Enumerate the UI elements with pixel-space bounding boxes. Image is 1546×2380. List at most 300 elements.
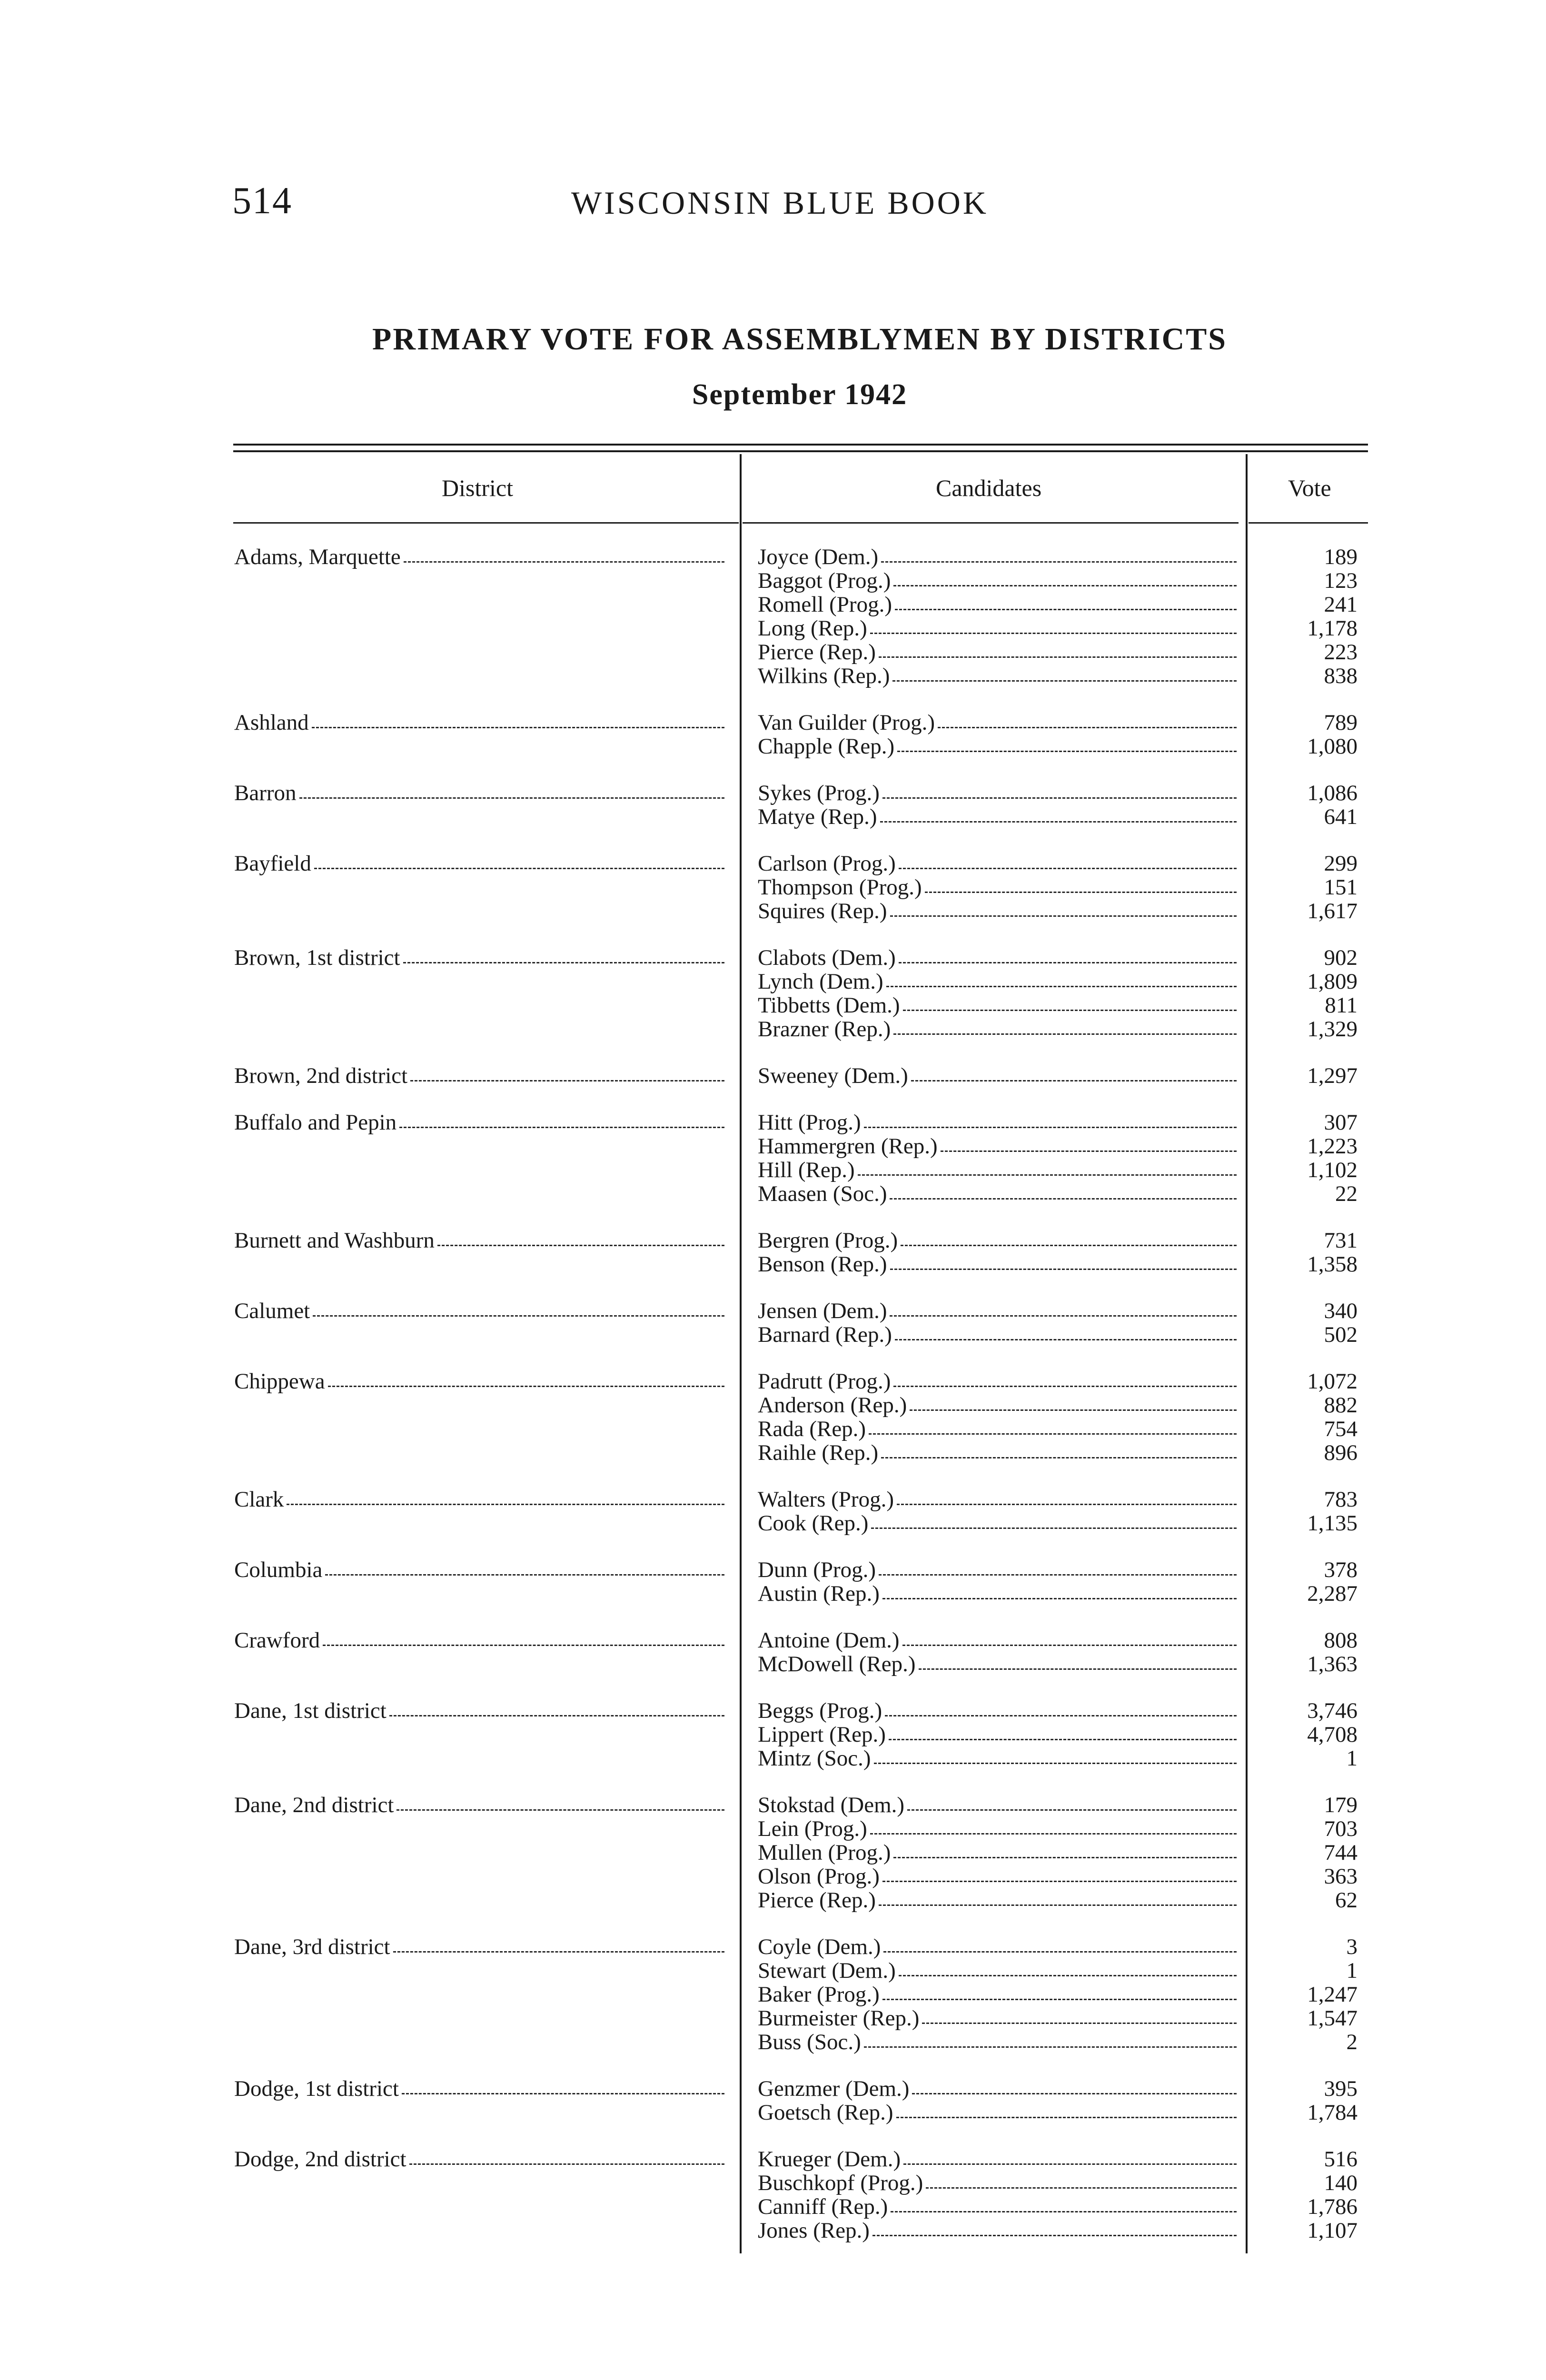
- candidate-row: [0, 1558, 1546, 1582]
- candidate-label: Burmeister (Rep.): [758, 2006, 920, 2030]
- candidate-row: [0, 1746, 1546, 1770]
- vote-count: 1,786: [1307, 2194, 1358, 2219]
- candidate-row: [0, 993, 1546, 1017]
- candidate-name: [758, 1134, 1237, 1158]
- candidate-label: Anderson (Rep.): [758, 1393, 907, 1417]
- leader-dots: [870, 1817, 1237, 1835]
- candidate-row: [0, 946, 1546, 970]
- vote-count: 223: [1324, 640, 1358, 664]
- candidate-name: [758, 875, 1237, 899]
- vote-count: 140: [1324, 2171, 1358, 2195]
- candidate-label: Mullen (Prog.): [758, 1841, 891, 1864]
- candidate-row: [0, 1229, 1546, 1252]
- candidate-label: Beggs (Prog.): [758, 1699, 882, 1723]
- candidate-label: Squires (Rep.): [758, 899, 887, 923]
- leader-dots: [879, 640, 1237, 658]
- candidate-row: [0, 616, 1546, 640]
- district-group: [0, 1229, 1546, 1276]
- candidate-name: [758, 2219, 1237, 2242]
- candidate-label: Mintz (Soc.): [758, 1746, 871, 1770]
- page-title: PRIMARY VOTE FOR ASSEMBLYMEN BY DISTRICTS: [372, 322, 1227, 357]
- candidate-label: Chapple (Rep.): [758, 734, 895, 758]
- district-label: Bayfield: [234, 852, 311, 875]
- vote-count: 896: [1324, 1440, 1358, 1465]
- leader-dots: [899, 852, 1237, 869]
- candidate-row: [0, 2077, 1546, 2101]
- candidate-label: Buschkopf (Prog.): [758, 2171, 923, 2195]
- leader-dots: [869, 1417, 1237, 1435]
- candidate-row: [0, 1983, 1546, 2006]
- candidate-name: [758, 1369, 1237, 1393]
- district-label: Dodge, 1st district: [234, 2077, 399, 2101]
- candidate-row: [0, 1488, 1546, 1511]
- leader-dots: [903, 993, 1237, 1011]
- candidate-row: [0, 1652, 1546, 1676]
- candidate-label: Stewart (Dem.): [758, 1959, 896, 1983]
- candidate-row: [0, 1441, 1546, 1465]
- district-group: [0, 946, 1546, 1041]
- vote-count: 703: [1324, 1816, 1358, 1841]
- leader-dots: [889, 1723, 1237, 1740]
- column-header-candidates: Candidates: [936, 475, 1042, 501]
- candidate-label: Sykes (Prog.): [758, 781, 880, 805]
- candidate-label: Long (Rep.): [758, 616, 867, 640]
- leader-dots: [903, 2147, 1237, 2165]
- leader-dots: [910, 1393, 1237, 1411]
- leader-dots: [886, 970, 1237, 987]
- leader-dots: [879, 1558, 1237, 1576]
- leader-dots: [895, 1323, 1237, 1340]
- candidate-name: [758, 1182, 1237, 1206]
- leader-dots: [890, 1252, 1237, 1270]
- candidate-row: [0, 2101, 1546, 2124]
- candidate-row: [0, 1369, 1546, 1393]
- leader-dots: [881, 1441, 1237, 1458]
- candidate-name: [758, 1229, 1237, 1252]
- district-label: Dane, 2nd district: [234, 1793, 394, 1817]
- candidate-name: [758, 1699, 1237, 1723]
- candidate-row: [0, 1699, 1546, 1723]
- candidate-row: [0, 1158, 1546, 1182]
- candidate-name: [758, 569, 1237, 593]
- leader-dots: [882, 1983, 1237, 2000]
- column-header-vote: Vote: [1288, 475, 1331, 501]
- leader-dots: [893, 1369, 1237, 1387]
- leader-dots: [858, 1158, 1237, 1176]
- candidate-row: [0, 640, 1546, 664]
- candidate-label: Stokstad (Dem.): [758, 1793, 905, 1817]
- vote-count: 1,363: [1307, 1652, 1358, 1676]
- candidate-label: Pierce (Rep.): [758, 1888, 876, 1912]
- leader-dots: [870, 616, 1237, 634]
- candidate-name: [758, 1983, 1237, 2006]
- candidate-label: Tibbetts (Dem.): [758, 993, 900, 1017]
- vote-count: 731: [1324, 1228, 1358, 1253]
- district-label: Brown, 2nd district: [234, 1064, 408, 1088]
- leader-dots: [890, 899, 1237, 917]
- vote-count: 299: [1324, 851, 1358, 876]
- candidate-name: [758, 593, 1237, 616]
- candidate-name: [758, 664, 1237, 688]
- candidate-label: Sweeney (Dem.): [758, 1064, 908, 1088]
- candidate-name: [758, 1441, 1237, 1465]
- vote-count: 340: [1324, 1299, 1358, 1323]
- candidate-row: [0, 1793, 1546, 1817]
- page-subtitle: September 1942: [692, 378, 908, 411]
- leader-dots: [893, 1841, 1237, 1858]
- vote-count: 744: [1324, 1840, 1358, 1865]
- candidate-name: [758, 1111, 1237, 1134]
- vote-count: 1: [1346, 1746, 1358, 1771]
- candidate-label: Coyle (Dem.): [758, 1935, 881, 1959]
- vote-count: 1,809: [1307, 969, 1358, 994]
- candidate-row: [0, 545, 1546, 569]
- leader-dots: [922, 2006, 1237, 2024]
- candidate-label: Genzmer (Dem.): [758, 2077, 910, 2101]
- candidate-row: [0, 1417, 1546, 1441]
- district-label: Chippewa: [234, 1369, 325, 1393]
- vote-count: 4,708: [1307, 1722, 1358, 1747]
- vote-count: 378: [1324, 1557, 1358, 1582]
- candidate-name: [758, 1393, 1237, 1417]
- candidate-name: [758, 1864, 1237, 1888]
- candidate-row: [0, 569, 1546, 593]
- district-group: [0, 1793, 1546, 1912]
- candidate-row: [0, 1817, 1546, 1841]
- leader-dots: [895, 593, 1237, 610]
- candidate-name: [758, 1158, 1237, 1182]
- leader-dots: [893, 1017, 1237, 1035]
- candidate-label: Austin (Rep.): [758, 1582, 880, 1606]
- candidate-label: Barnard (Rep.): [758, 1323, 892, 1347]
- leader-dots: [892, 664, 1237, 682]
- candidate-name: [758, 1064, 1237, 1088]
- candidate-label: Thompson (Prog.): [758, 875, 922, 899]
- candidate-label: Jensen (Dem.): [758, 1299, 887, 1323]
- candidate-name: [758, 711, 1237, 734]
- candidate-label: Buss (Soc.): [758, 2030, 861, 2054]
- candidate-name: [758, 545, 1237, 569]
- leader-dots: [882, 1864, 1237, 1882]
- candidate-name: [758, 1252, 1237, 1276]
- vote-count: 1,247: [1307, 1982, 1358, 2007]
- leader-dots: [919, 1652, 1237, 1670]
- candidate-row: [0, 2171, 1546, 2195]
- candidate-row: [0, 593, 1546, 616]
- candidate-row: [0, 781, 1546, 805]
- candidate-label: Baggot (Prog.): [758, 569, 891, 593]
- candidate-row: [0, 1017, 1546, 1041]
- candidate-label: Krueger (Dem.): [758, 2147, 901, 2171]
- leader-dots: [882, 1582, 1237, 1599]
- district-group: [0, 1628, 1546, 1676]
- vote-count: 808: [1324, 1628, 1358, 1653]
- vote-count: 22: [1335, 1181, 1358, 1206]
- leader-dots: [874, 1746, 1237, 1764]
- district-group: [0, 781, 1546, 829]
- candidate-name: [758, 1935, 1237, 1959]
- candidate-row: [0, 1959, 1546, 1983]
- candidate-name: [758, 1652, 1237, 1676]
- district-label: Dane, 3rd district: [234, 1935, 390, 1959]
- leader-dots: [885, 1699, 1237, 1716]
- candidate-name: [758, 899, 1237, 923]
- candidate-row: [0, 1064, 1546, 1088]
- vote-count: 1,086: [1307, 781, 1358, 805]
- district-group: [0, 1064, 1546, 1088]
- candidate-name: [758, 946, 1237, 970]
- candidate-name: [758, 2147, 1237, 2171]
- leader-dots: [872, 2219, 1237, 2236]
- candidate-row: [0, 2006, 1546, 2030]
- candidate-row: [0, 805, 1546, 829]
- leader-dots: [901, 1229, 1237, 1246]
- candidate-label: Hitt (Prog.): [758, 1111, 861, 1134]
- candidate-name: [758, 1793, 1237, 1817]
- district-group: [0, 1935, 1546, 2054]
- candidate-row: [0, 899, 1546, 923]
- candidate-name: [758, 2195, 1237, 2219]
- candidate-label: Lynch (Dem.): [758, 970, 883, 993]
- district-group: [0, 852, 1546, 923]
- vote-count: 838: [1324, 664, 1358, 688]
- candidate-label: Joyce (Dem.): [758, 545, 879, 569]
- column-header-district: District: [442, 475, 513, 501]
- vote-count: 3: [1346, 1934, 1358, 1959]
- vote-count: 882: [1324, 1393, 1358, 1418]
- vote-count: 1,617: [1307, 899, 1358, 923]
- candidate-name: [758, 2077, 1237, 2101]
- leader-dots: [902, 1628, 1237, 1646]
- district-label: Barron: [234, 781, 297, 805]
- candidate-row: [0, 1111, 1546, 1134]
- candidate-label: Hammergren (Rep.): [758, 1134, 938, 1158]
- district-label: Brown, 1st district: [234, 946, 400, 970]
- vote-count: 811: [1325, 993, 1358, 1018]
- candidate-label: McDowell (Rep.): [758, 1652, 916, 1676]
- leader-dots: [882, 781, 1237, 799]
- header-underline-district: [233, 522, 739, 524]
- district-group: [0, 2147, 1546, 2242]
- candidate-row: [0, 2195, 1546, 2219]
- vote-count: 241: [1324, 592, 1358, 617]
- vote-count: 1,102: [1307, 1158, 1358, 1182]
- candidate-row: [0, 852, 1546, 875]
- candidate-name: [758, 1723, 1237, 1746]
- candidate-name: [758, 781, 1237, 805]
- district-group: [0, 545, 1546, 688]
- vote-count: 1,358: [1307, 1252, 1358, 1277]
- candidate-name: [758, 1299, 1237, 1323]
- candidate-row: [0, 1252, 1546, 1276]
- vote-count: 123: [1324, 568, 1358, 593]
- leader-dots: [897, 1488, 1237, 1505]
- candidate-label: Goetsch (Rep.): [758, 2101, 893, 2124]
- vote-count: 1,547: [1307, 2006, 1358, 2031]
- candidate-name: [758, 616, 1237, 640]
- vote-count: 516: [1324, 2147, 1358, 2172]
- leader-dots: [926, 2171, 1237, 2189]
- district-label: Dodge, 2nd district: [234, 2147, 406, 2171]
- candidate-label: Cook (Rep.): [758, 1511, 869, 1535]
- vote-count: 1,072: [1307, 1369, 1358, 1394]
- candidate-name: [758, 1488, 1237, 1511]
- candidate-name: [758, 1817, 1237, 1841]
- candidate-name: [758, 2171, 1237, 2195]
- vote-count: 1,107: [1307, 2218, 1358, 2243]
- vote-count: 641: [1324, 804, 1358, 829]
- candidate-row: [0, 1723, 1546, 1746]
- vote-count: 1,297: [1307, 1063, 1358, 1088]
- vote-count: 1,080: [1307, 734, 1358, 759]
- table-top-rule-inner: [233, 450, 1368, 452]
- vote-count: 2,287: [1307, 1581, 1358, 1606]
- candidate-name: [758, 734, 1237, 758]
- candidate-row: [0, 1582, 1546, 1606]
- vote-count: 1,178: [1307, 616, 1358, 641]
- candidate-label: Olson (Prog.): [758, 1864, 880, 1888]
- vote-count: 789: [1324, 710, 1358, 735]
- district-group: [0, 711, 1546, 758]
- leader-dots: [938, 711, 1237, 728]
- leader-dots: [925, 875, 1237, 893]
- vote-count: 151: [1324, 875, 1358, 900]
- vote-count: 1: [1346, 1958, 1358, 1983]
- leader-dots: [912, 2077, 1237, 2094]
- candidate-label: Raihle (Rep.): [758, 1441, 879, 1465]
- candidate-label: Brazner (Rep.): [758, 1017, 891, 1041]
- leader-dots: [897, 734, 1237, 752]
- candidate-row: [0, 1511, 1546, 1535]
- district-group: [0, 1699, 1546, 1770]
- candidate-label: Antoine (Dem.): [758, 1628, 900, 1652]
- district-group: [0, 1558, 1546, 1606]
- leader-dots: [907, 1793, 1237, 1811]
- vote-count: 189: [1324, 545, 1358, 569]
- candidate-label: Clabots (Dem.): [758, 946, 896, 970]
- candidate-name: [758, 970, 1237, 993]
- district-label: Dane, 1st district: [234, 1699, 386, 1723]
- vote-count: 3,746: [1307, 1698, 1358, 1723]
- leader-dots: [881, 545, 1237, 563]
- leader-dots: [883, 1935, 1237, 1953]
- vote-count: 502: [1324, 1322, 1358, 1347]
- candidate-name: [758, 2101, 1237, 2124]
- candidate-label: Romell (Prog.): [758, 593, 892, 616]
- leader-dots: [899, 946, 1237, 963]
- page-number: 514: [232, 180, 292, 222]
- candidate-label: Benson (Rep.): [758, 1252, 887, 1276]
- vote-count: 902: [1324, 945, 1358, 970]
- candidate-row: [0, 1393, 1546, 1417]
- leader-dots: [890, 1182, 1237, 1200]
- candidate-name: [758, 852, 1237, 875]
- district-label: Adams, Marquette: [234, 545, 401, 569]
- district-label: Buffalo and Pepin: [234, 1111, 397, 1134]
- candidate-label: Padrutt (Prog.): [758, 1369, 891, 1393]
- candidate-label: Bergren (Prog.): [758, 1229, 898, 1252]
- vote-table-body: [0, 545, 1546, 2265]
- candidate-label: Van Guilder (Prog.): [758, 711, 935, 734]
- vote-count: 1,784: [1307, 2100, 1358, 2125]
- candidate-label: Maasen (Soc.): [758, 1182, 887, 1206]
- candidate-label: Walters (Prog.): [758, 1488, 894, 1511]
- candidate-name: [758, 1746, 1237, 1770]
- vote-count: 2: [1346, 2030, 1358, 2054]
- candidate-label: Rada (Rep.): [758, 1417, 866, 1441]
- candidate-row: [0, 875, 1546, 899]
- leader-dots: [911, 1064, 1237, 1081]
- candidate-row: [0, 1182, 1546, 1206]
- candidate-label: Pierce (Rep.): [758, 640, 876, 664]
- running-head: WISCONSIN BLUE BOOK: [571, 185, 989, 221]
- district-label: Ashland: [234, 711, 309, 734]
- vote-count: 395: [1324, 2076, 1358, 2101]
- table-top-rule-outer: [233, 444, 1368, 446]
- candidate-label: Dunn (Prog.): [758, 1558, 876, 1582]
- candidate-row: [0, 1323, 1546, 1347]
- district-group: [0, 1299, 1546, 1347]
- candidate-name: [758, 1582, 1237, 1606]
- candidate-name: [758, 993, 1237, 1017]
- vote-count: 783: [1324, 1487, 1358, 1512]
- leader-dots: [871, 1511, 1237, 1529]
- candidate-row: [0, 711, 1546, 734]
- leader-dots: [891, 2195, 1237, 2212]
- leader-dots: [879, 1888, 1237, 1906]
- candidate-label: Wilkins (Rep.): [758, 664, 890, 688]
- leader-dots: [941, 1134, 1237, 1152]
- candidate-name: [758, 1558, 1237, 1582]
- leader-dots: [864, 1111, 1237, 1128]
- candidate-row: [0, 1888, 1546, 1912]
- candidate-name: [758, 1628, 1237, 1652]
- vote-count: 179: [1324, 1793, 1358, 1817]
- candidate-name: [758, 1959, 1237, 1983]
- candidate-name: [758, 640, 1237, 664]
- candidate-label: Carlson (Prog.): [758, 852, 896, 875]
- candidate-name: [758, 2030, 1237, 2054]
- candidate-row: [0, 1134, 1546, 1158]
- district-group: [0, 1488, 1546, 1535]
- candidate-row: [0, 2219, 1546, 2242]
- candidate-label: Hill (Rep.): [758, 1158, 855, 1182]
- candidate-name: [758, 1511, 1237, 1535]
- candidate-name: [758, 1841, 1237, 1864]
- vote-count: 1,135: [1307, 1511, 1358, 1536]
- district-label: Calumet: [234, 1299, 310, 1323]
- header-underline-vote: [1249, 522, 1368, 524]
- candidate-name: [758, 1017, 1237, 1041]
- candidate-label: Lippert (Rep.): [758, 1723, 886, 1746]
- candidate-row: [0, 1935, 1546, 1959]
- candidate-name: [758, 805, 1237, 829]
- district-label: Columbia: [234, 1558, 323, 1582]
- candidate-row: [0, 1841, 1546, 1864]
- candidate-label: Lein (Prog.): [758, 1817, 867, 1841]
- candidate-row: [0, 1628, 1546, 1652]
- candidate-row: [0, 2147, 1546, 2171]
- leader-dots: [899, 1959, 1237, 1976]
- leader-dots: [880, 805, 1237, 823]
- vote-count: 1,329: [1307, 1017, 1358, 1041]
- leader-dots: [893, 569, 1237, 586]
- district-label: Burnett and Washburn: [234, 1229, 435, 1252]
- district-label: Clark: [234, 1488, 284, 1511]
- district-group: [0, 1111, 1546, 1206]
- candidate-label: Jones (Rep.): [758, 2219, 870, 2242]
- district-group: [0, 1369, 1546, 1465]
